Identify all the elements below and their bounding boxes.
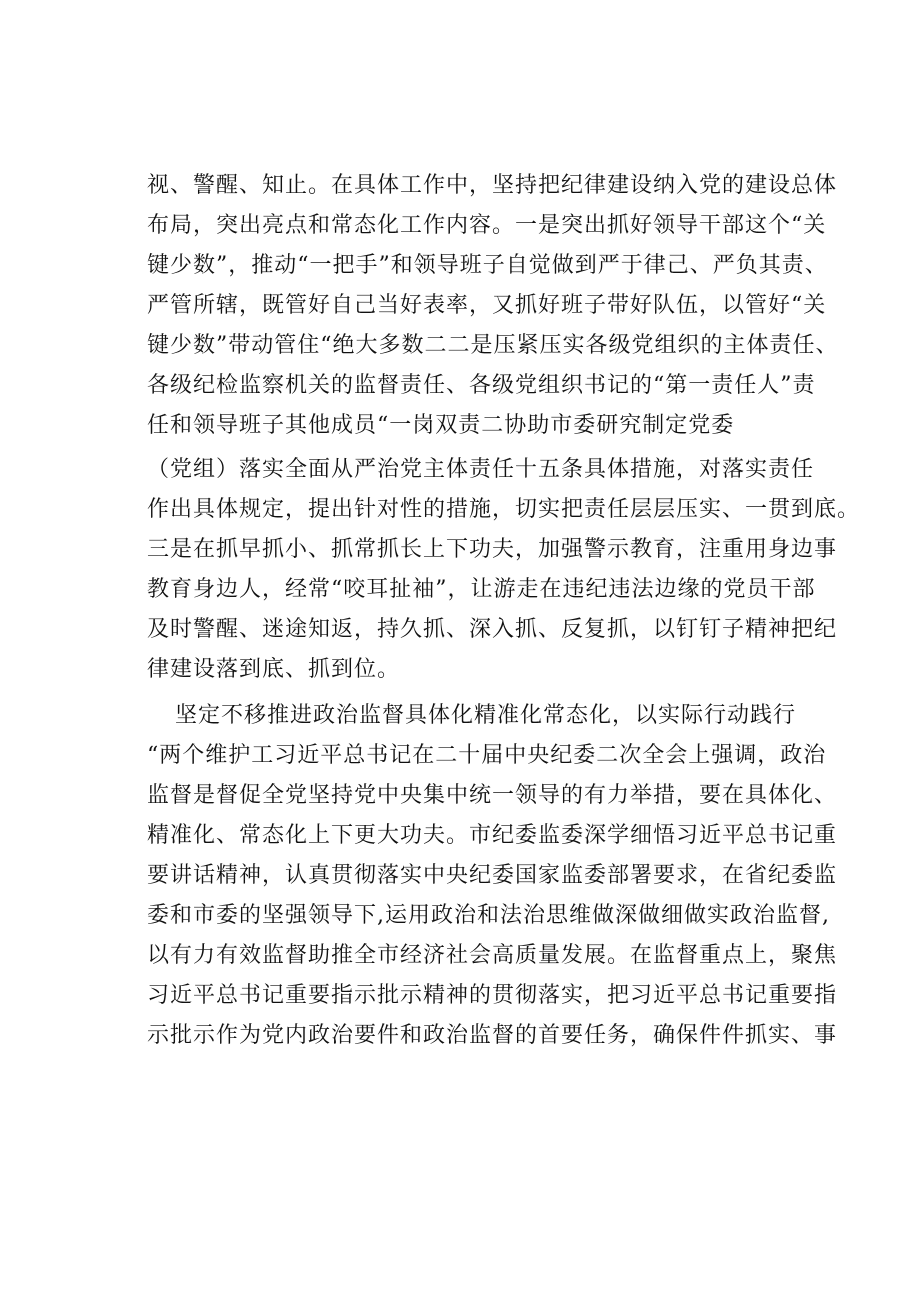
text-line: 示批示作为党内政治要件和政治监督的首要任务，确保件件抓实、事: [147, 1023, 838, 1048]
text-line: 布局，突出亮点和常态化工作内容。一是突出抓好领导干部这个“关: [147, 213, 827, 238]
paragraph-2: [147, 696, 838, 1056]
text-line: 监督是督促全党坚持党中央集中统一领导的有力举措，要在具体化、: [147, 783, 838, 808]
text-line: 委和市委的坚强领导下,运用政治和法治思维做深做细做实政治监督,: [147, 903, 830, 928]
text-line-indented: 坚定不移推进政治监督具体化精准化常态化，以实际行动践行: [175, 703, 797, 728]
document-body: [147, 166, 861, 1056]
text-line: 习近平总书记重要指示批示精神的贯彻落实，把习近平总书记重要指: [147, 983, 838, 1008]
text-line: 教育身边人，经常“咬耳扯袖”，让游走在违纪违法边缘的党员干部: [147, 577, 816, 602]
text-line: 及时警醒、迷途知返，持久抓、深入抓、反复抓，以钉钉子精神把纪: [147, 617, 838, 642]
text-line: 严管所辖，既管好自己当好表率，又抓好班子带好队伍，以管好“关: [147, 293, 827, 318]
text-line: 任和领导班子其他成员“一岗双责二协助市委研究制定党委: [147, 413, 735, 438]
paragraph-1: [147, 166, 861, 690]
text-line: 各级纪检监察机关的监督责任、各级党组织书记的“第一责任人”责: [147, 373, 816, 398]
text-line: 精准化、常态化上下更大功夫。市纪委监委深学细悟习近平总书记重: [147, 823, 838, 848]
text-line: （党组）落实全面从严治党主体责任十五条具体措施，对落实责任: [147, 457, 815, 482]
text-line: 以有力有效监督助推全市经济社会高质量发展。在监督重点上，聚焦: [147, 943, 838, 968]
text-line: 键少数”，推动“一把手”和领导班子自觉做到严于律己、严负其责、: [147, 253, 828, 278]
text-line: 要讲话精神，认真贯彻落实中央纪委国家监委部署要求，在省纪委监: [147, 863, 838, 888]
text-line: 律建设落到底、抓到位。: [147, 657, 401, 682]
text-line: 视、警醒、知止。在具体工作中，坚持把纪律建设纳入党的建设总体: [147, 173, 838, 198]
text-line: 键少数”带动管住“绝大多数二二是压紧压实各级党组织的主体责任、: [147, 333, 839, 358]
text-line: 作出具体规定，提出针对性的措施，切实把责任层层压实、一贯到底。: [147, 497, 861, 522]
text-line: 三是在抓早抓小、抓常抓长上下功夫，加强警示教育，注重用身边事: [147, 537, 838, 562]
text-line: “两个维护工习近平总书记在二十届中央纪委二次全会上强调，政治: [147, 743, 827, 768]
